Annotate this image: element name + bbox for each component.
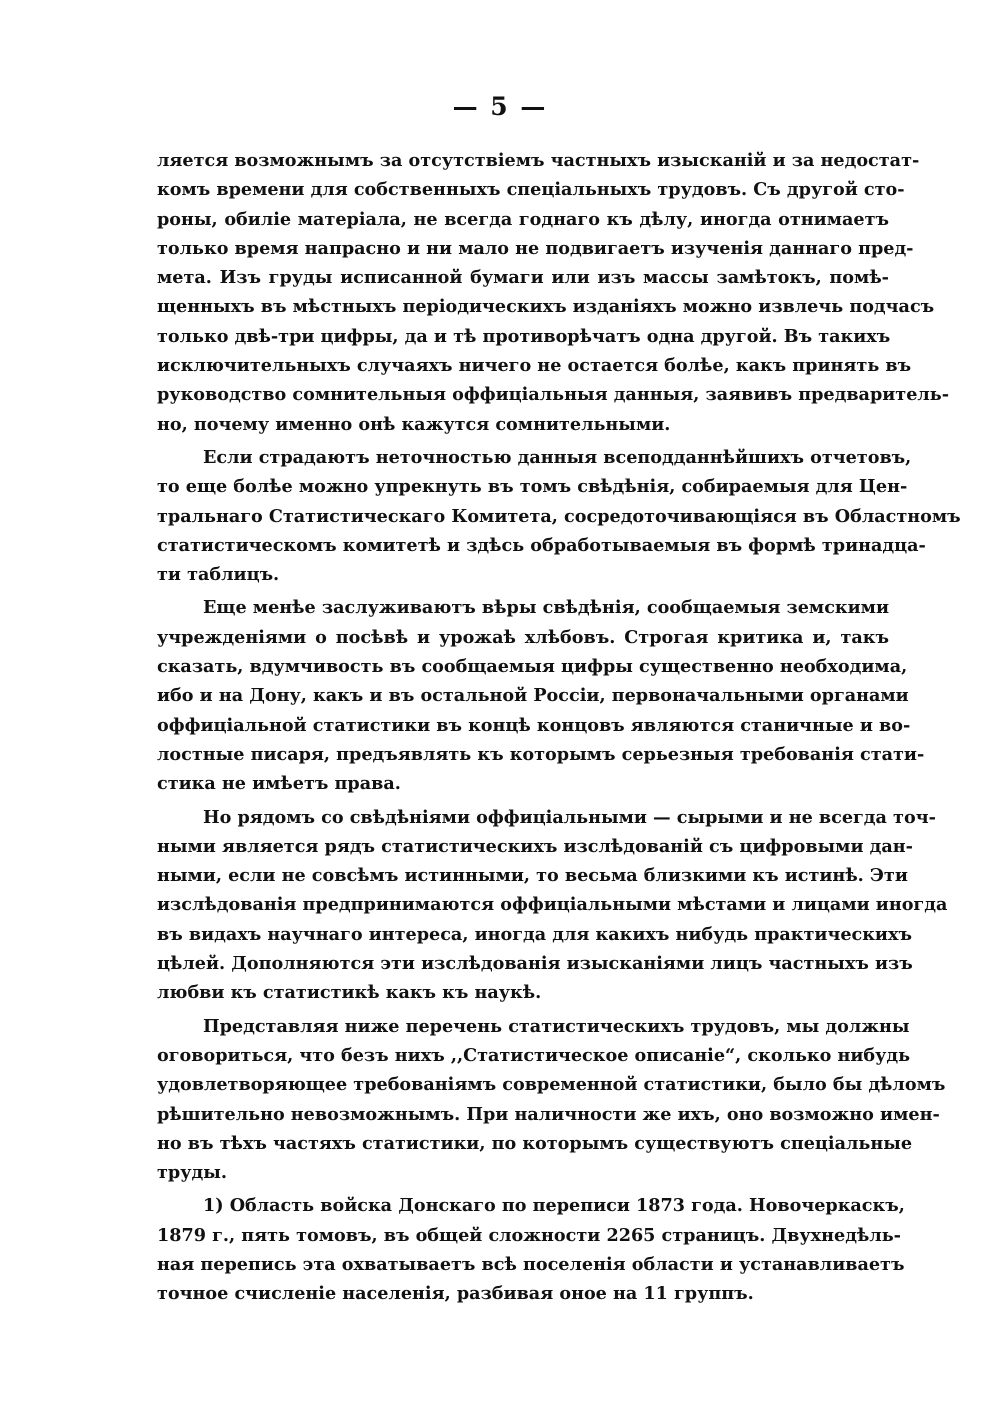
text-line: только время напрасно и ни мало не подвигаетъ изученія даннаго пред- — [157, 237, 914, 259]
text-line: ляется возможнымъ за отсутствіемъ частныхъ изысканій и за недостат- — [157, 150, 920, 171]
text-line: ными, если не совсѣмъ истинными, то весьма близкими къ истинѣ. Эти — [157, 865, 908, 887]
text-line: комъ времени для собственныхъ спеціальныхъ трудовъ. Съ другой сто- — [157, 179, 905, 201]
text-line: ными является рядъ статистическихъ изслѣдованій съ цифровыми дан- — [157, 835, 913, 857]
text-line: учрежденіями о посѣвѣ и урожаѣ хлѣбовъ. Строгая критика и, такъ — [157, 626, 889, 648]
text-line: статистическомъ комитетѣ и здѣсь обработываемыя въ формѣ тринадца- — [157, 534, 926, 556]
text-line: но въ тѣхъ частяхъ статистики, по которымъ существуютъ спеціальные — [157, 1132, 913, 1154]
text-line: ная перепись эта охватываетъ всѣ поселенія области и устанавливаетъ — [157, 1253, 905, 1275]
text-line: ибо и на Дону, какъ и въ остальной Россіи, первоначальными органами — [157, 685, 909, 707]
text-line: труды. — [157, 1162, 227, 1184]
paragraph — [157, 1012, 946, 1188]
text-line: исключительныхъ случаяхъ ничего не остается болѣе, какъ принять въ — [157, 355, 912, 377]
text-line: Еще менѣе заслуживаютъ вѣры свѣдѣнія, сообщаемыя земскими — [203, 597, 889, 619]
text-line: лостные писаря, предъявлять къ которымъ серьезныя требованія стати- — [157, 743, 925, 765]
paragraph — [157, 443, 961, 589]
page-number: — 5 — — [452, 92, 548, 121]
text-line: роны, обиліе матеріала, не всегда годнаго къ дѣлу, иногда отнимаетъ — [157, 208, 889, 230]
text-line: руководство сомнительныя оффиціальныя данныя, заявивъ предваритель- — [157, 384, 950, 406]
text-line: оговориться, что безъ нихъ ,,Статистическое описаніе“, сколько нибудь — [157, 1044, 911, 1066]
text-line: оффиціальной статистики въ концѣ концовъ являются станичные и во- — [157, 714, 911, 736]
text-line: ти таблицъ. — [157, 564, 280, 586]
text-line: точное счисленіе населенія, разбивая оное на 11 группъ. — [157, 1283, 754, 1305]
text-line: сказать, вдумчивость въ сообщаемыя цифры существенно необходима, — [157, 656, 908, 678]
paragraph — [157, 146, 950, 439]
text-line: въ видахъ научнаго интереса, иногда для какихъ нибудь практическихъ — [157, 923, 912, 945]
text-line: но, почему именно онѣ кажутся сомнительными. — [157, 413, 671, 435]
paragraph — [157, 1191, 905, 1308]
text-line: Если страдаютъ неточностью данныя всеподданнѣйшихъ отчетовъ, — [203, 446, 912, 468]
text-line: удовлетворяющее требованіямъ современной статистики, было бы дѣломъ — [157, 1074, 946, 1096]
paragraph — [157, 593, 925, 798]
text-line: стика не имѣетъ права. — [157, 773, 401, 795]
paragraph — [157, 803, 948, 1008]
text-line: мета. Изъ груды исписанной бумаги или изъ массы замѣтокъ, помѣ- — [157, 267, 889, 289]
text-line: 1879 г., пять томовъ, въ общей сложности 2265 страницъ. Двухнедѣль- — [157, 1224, 901, 1246]
text-line: цѣлей. Дополняются эти изслѣдованія изысканіями лицъ частныхъ изъ — [157, 953, 913, 975]
text-line: изслѣдованія предпринимаются оффиціальными мѣстами и лицами иногда — [157, 894, 948, 916]
text-line: рѣшительно невозможнымъ. При наличности же ихъ, оно возможно имен- — [157, 1103, 940, 1125]
body-text — [157, 146, 961, 1313]
text-line: любви къ статистикѣ какъ къ наукѣ. — [157, 982, 542, 1004]
text-line: Но рядомъ со свѣдѣніями оффиціальными — сырыми и не всегда точ- — [203, 806, 936, 828]
text-line: 1) Область войска Донскаго по переписи 1873 года. Новочеркаскъ, — [203, 1195, 905, 1217]
text-line: только двѣ-три цифры, да и тѣ противорѣчатъ одна другой. Въ такихъ — [157, 325, 891, 347]
text-line: Представляя ниже перечень статистическихъ трудовъ, мы должны — [203, 1015, 910, 1037]
text-line: щенныхъ въ мѣстныхъ періодическихъ изданіяхъ можно извлечь подчасъ — [157, 296, 935, 318]
text-line: то еще болѣе можно упрекнуть въ томъ свѣдѣнія, собираемыя для Цен- — [157, 476, 908, 498]
text-line: тральнаго Статистическаго Комитета, сосредоточивающіяся въ Областномъ — [157, 505, 961, 527]
